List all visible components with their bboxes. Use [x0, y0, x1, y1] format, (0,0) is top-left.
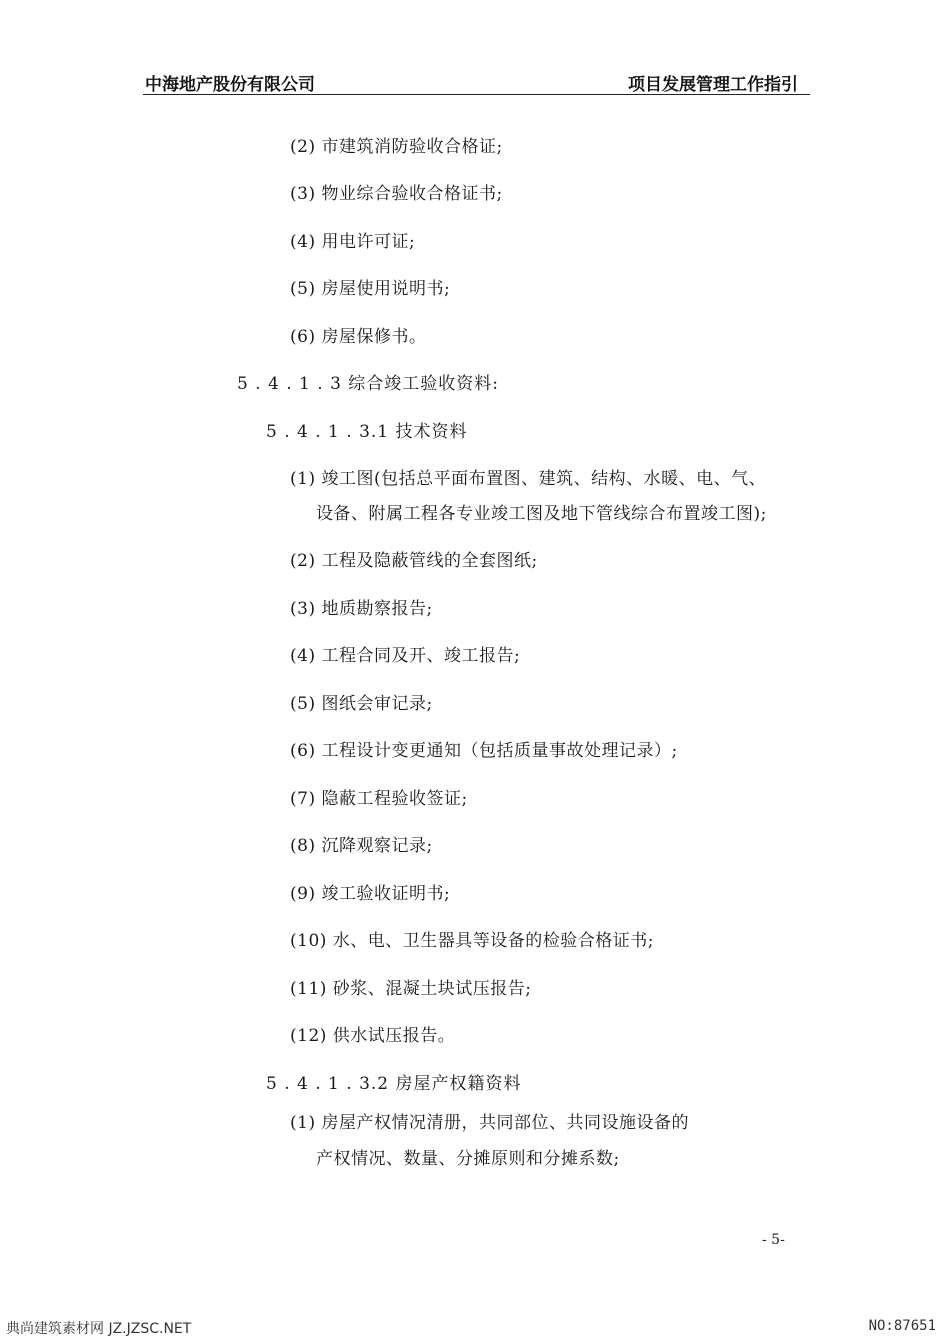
text-line: 5 . 4 . 1 . 3.2 房屋产权籍资料: [266, 1074, 522, 1094]
text-line: (2) 市建筑消防验收合格证;: [290, 137, 503, 157]
text-line: (6) 工程设计变更通知（包括质量事故处理记录）;: [290, 741, 678, 761]
text-line: (9) 竣工验收证明书;: [290, 884, 451, 904]
text-line: (7) 隐蔽工程验收签证;: [290, 789, 468, 809]
text-line: (2) 工程及隐蔽管线的全套图纸;: [290, 551, 538, 571]
watermark-site: 典尚建筑素材网 JZ.JZSC.NET: [6, 1321, 192, 1337]
document-title: 项目发展管理工作指引: [628, 75, 798, 95]
text-line: (12) 供水试压报告。: [290, 1026, 456, 1046]
text-line: (10) 水、电、卫生器具等设备的检验合格证书;: [290, 931, 655, 951]
text-line: (1) 房屋产权情况清册，共同部位、共同设施设备的: [290, 1113, 689, 1133]
page-number: - 5-: [762, 1232, 785, 1248]
text-line: (6) 房屋保修书。: [290, 327, 427, 347]
text-line: (4) 工程合同及开、竣工报告;: [290, 646, 521, 666]
text-line: 产权情况、数量、分摊原则和分摊系数;: [316, 1149, 620, 1169]
text-line: 5 . 4 . 1 . 3.1 技术资料: [266, 422, 468, 442]
text-line: 设备、附属工程各专业竣工图及地下管线综合布置竣工图);: [316, 504, 767, 524]
text-line: (3) 地质勘察报告;: [290, 599, 433, 619]
text-line: (5) 房屋使用说明书;: [290, 279, 451, 299]
company-name: 中海地产股份有限公司: [145, 75, 315, 95]
text-line: (3) 物业综合验收合格证书;: [290, 184, 503, 204]
text-line: (1) 竣工图(包括总平面布置图、建筑、结构、水暖、电、气、: [290, 469, 767, 489]
watermark-number: NO:87651: [868, 1318, 936, 1334]
text-line: (4) 用电许可证;: [290, 232, 416, 252]
text-line: (5) 图纸会审记录;: [290, 694, 433, 714]
page-header: [143, 68, 810, 95]
text-line: 5 . 4 . 1 . 3 综合竣工验收资料:: [237, 374, 500, 394]
text-line: (8) 沉降观察记录;: [290, 836, 433, 856]
text-line: (11) 砂浆、混凝土块试压报告;: [290, 979, 532, 999]
